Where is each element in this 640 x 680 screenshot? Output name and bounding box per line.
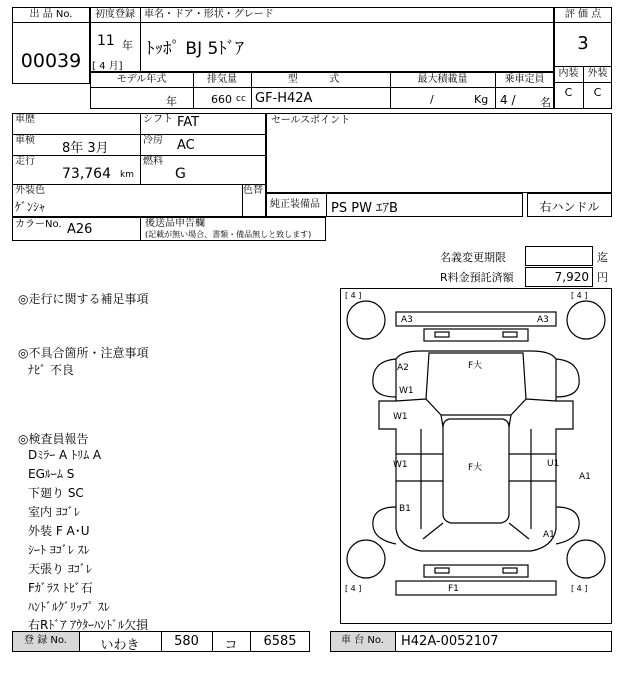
score-label: 評 価 点: [564, 9, 602, 20]
reg-number: 6585: [263, 634, 297, 649]
reg-area: いわき: [100, 638, 140, 653]
front-grille: [424, 329, 528, 341]
inspector-item: 下廻り SC: [28, 486, 84, 500]
first-reg-year-unit: 年: [122, 39, 133, 52]
interior-grade: C: [564, 86, 573, 99]
rear-right-tire: [567, 540, 605, 578]
defect-notes-title: ◎不具合箇所・注意事項: [18, 346, 149, 360]
model-code-label: 型 式: [287, 74, 354, 85]
max-load-unit: Kg: [474, 93, 489, 106]
model-year-unit: 年: [166, 95, 177, 108]
car-name: ﾄｯﾎﾟ BJ 5ﾄﾞｱ: [146, 39, 244, 59]
damage-mark-rear-bumper: F1: [448, 584, 459, 594]
mileage: 73,764: [62, 166, 111, 182]
ac: AC: [177, 138, 195, 153]
handle: 右ハンドル: [539, 200, 600, 214]
damage-mark-left-front-door: W1: [393, 412, 408, 422]
reg-kana: コ: [224, 638, 238, 653]
front-left-tire: [347, 301, 385, 339]
tire-depth-rear-right: [ 4 ]: [571, 584, 588, 593]
interior-label: 内装: [558, 68, 579, 79]
capacity-label: 乗車定員: [504, 74, 545, 85]
rear-garnish: [424, 565, 528, 577]
history-label: 車歴: [15, 114, 35, 125]
damage-mark-roof: F大: [468, 463, 483, 473]
exterior-grade: C: [593, 86, 602, 99]
damage-mark-hood: F大: [468, 361, 483, 371]
tire-depth-rear-left: [ 4 ]: [345, 584, 362, 593]
detail-grid: [12, 113, 266, 217]
damage-mark-left-fender: A2: [397, 363, 409, 373]
inspector-item: Fｶﾞﾗｽ ﾄﾋﾞ石: [28, 581, 93, 595]
recycle-unit: 円: [597, 271, 608, 284]
inspector-title: ◎検査員報告: [18, 432, 89, 446]
damage-mark-rear-right: A1: [543, 530, 555, 540]
lot-no-label: 出 品 No.: [29, 9, 73, 20]
displacement-label: 排気量: [207, 74, 237, 85]
reg-no-label: 登 録 No.: [24, 635, 67, 646]
front-right-tire: [567, 301, 605, 339]
inspector-item: Dﾐﾗｰ A ﾄﾘﾑ A: [28, 448, 102, 462]
displacement-unit: cc: [236, 94, 246, 104]
capacity: 4 /: [500, 93, 516, 107]
front-bumper: [396, 312, 556, 326]
exterior-color-label: 外装色: [15, 185, 45, 196]
model-code: GF-H42A: [255, 91, 313, 106]
inspector-item: 室内 ﾖｺﾞﾚ: [28, 505, 80, 519]
damage-mark-right-quarter: A1: [579, 472, 591, 482]
equipment-label: 純正装備品: [270, 199, 320, 210]
inspector-item: ﾊﾝﾄﾞﾙｸﾞﾘｯﾌﾟ ｽﾚ: [28, 600, 110, 614]
displacement: 660: [211, 93, 232, 106]
name-change-unit: 迄: [597, 251, 608, 264]
name-change-value: [525, 246, 593, 266]
post-report-label: 後送品申告欄: [145, 218, 205, 229]
fuel-label: 燃料: [143, 156, 163, 167]
car-diagram: [340, 288, 612, 624]
inspection-label: 車検: [15, 135, 35, 146]
inspector-item: ｼｰﾄ ﾖｺﾞﾚ ｽﾚ: [28, 543, 90, 557]
exterior-label: 外装: [587, 68, 608, 79]
max-load-sep: /: [430, 93, 434, 106]
recycle-fee: 7,920: [554, 270, 589, 284]
ac-label: 冷房: [143, 135, 163, 146]
rear-bumper: [396, 581, 556, 595]
color-change-label: 色替: [243, 185, 263, 196]
car-name-label: 車名・ドア・形状・グレード: [144, 9, 274, 20]
color-no-label: カラーNo.: [15, 219, 62, 230]
tire-depth-front-left: [ 4 ]: [345, 291, 362, 300]
damage-mark-front-bumper-right: A3: [537, 315, 549, 325]
first-reg-month: [ 4 月]: [92, 61, 123, 72]
inspector-item: 外装 F A･U: [28, 524, 90, 538]
equipment: PS PW ｴｱB: [331, 201, 398, 216]
car-outline: [341, 289, 611, 623]
damage-mark-left-quarter: B1: [399, 504, 411, 514]
sales-point-label: セールスポイント: [271, 115, 351, 126]
exterior-color: ｹﾞﾝｼｬ: [15, 200, 46, 214]
color-no: A26: [67, 222, 93, 237]
tire-depth-front-right: [ 4 ]: [571, 291, 588, 300]
damage-mark-right-rear-door: U1: [547, 459, 560, 469]
damage-mark-front-bumper-left: A3: [401, 315, 413, 325]
capacity-unit: 名: [540, 96, 551, 109]
defect-item: ﾅﾋﾞ 不良: [28, 363, 74, 377]
mileage-label: 走行: [15, 156, 35, 167]
shift: FAT: [177, 115, 200, 130]
inspection: 8年 3月: [62, 141, 109, 156]
max-load-label: 最大積載量: [417, 74, 468, 85]
chassis-no: H42A-0052107: [401, 634, 499, 649]
mileage-unit: km: [120, 170, 134, 180]
lot-no: 00039: [20, 50, 82, 72]
name-change-label: 名義変更期限: [440, 251, 506, 264]
score: 3: [577, 33, 589, 54]
inspector-item: EGﾙｰﾑ S: [28, 467, 75, 481]
body-outline: [379, 351, 573, 551]
damage-mark-left-rear-door: W1: [393, 460, 408, 470]
first-reg-label: 初度登録: [95, 9, 135, 20]
driving-notes-title: ◎走行に関する補足事項: [18, 292, 149, 306]
reg-class: 580: [174, 634, 199, 649]
inspector-item: 天張り ﾖｺﾞﾚ: [28, 562, 92, 576]
post-report-note: (記載が無い場合、書類・備品無しと致します): [145, 230, 312, 239]
shift-label: シフト: [143, 114, 173, 125]
fuel: G: [175, 166, 186, 182]
inspector-item: 右Rﾄﾞｱ ｱｳﾀｰﾊﾝﾄﾞﾙ欠損: [28, 618, 149, 632]
chassis-no-label: 車 台 No.: [341, 635, 384, 646]
recycle-label: R料金預託済額: [440, 271, 514, 284]
damage-mark-left-mirror: W1: [399, 386, 414, 396]
rear-left-tire: [347, 540, 385, 578]
model-year-label: モデル年式: [116, 74, 167, 85]
first-reg-year: 11: [97, 33, 115, 49]
